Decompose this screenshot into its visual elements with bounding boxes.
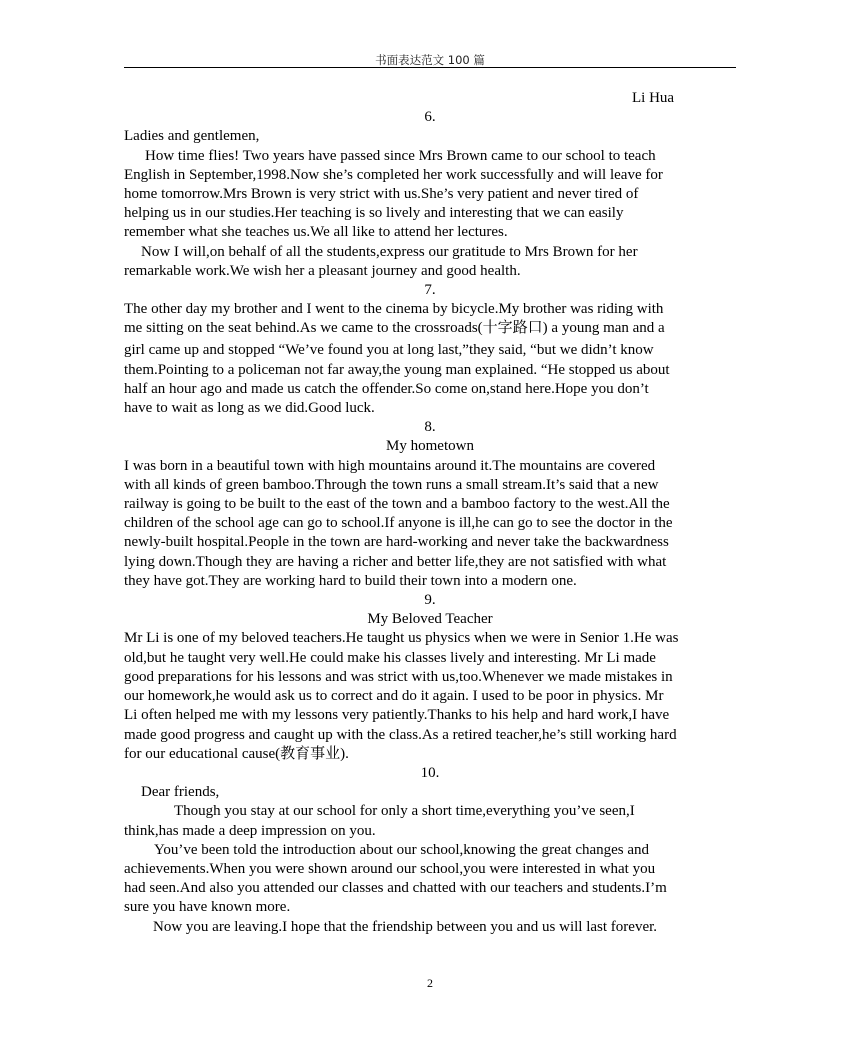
paragraph-line: achievements.When you were shown around our school,you were interested in what you <box>124 860 656 877</box>
paragraph-line: old,but he taught very well.He could make his classes lively and interesting. Mr Li made <box>124 649 656 666</box>
paragraph-line: me sitting on the seat behind.As we came to the crossroads(十字路口) a young man and a <box>124 320 665 337</box>
paragraph-line: Li often helped me with my lessons very patiently.Thanks to his help and hard work,I have <box>124 707 670 724</box>
paragraph-line: girl came up and stopped “We’ve found you at long last,”they said, “but we didn’t know <box>124 341 654 358</box>
paragraph-line: railway is going to be built to the east of the town and a bamboo factory to the west.All the <box>124 496 670 513</box>
paragraph-line: made good progress and caught up with the class.As a retired teacher,he’s still working hard <box>124 726 677 743</box>
paragraph-line: remarkable work.We wish her a pleasant journey and good health. <box>124 262 521 279</box>
paragraph-line: half an hour ago and made us catch the offender.So come on,stand here.Hope you don’t <box>124 380 649 397</box>
paragraph-line: children of the school age can go to school.If anyone is ill,he can go to see the doctor in the <box>124 515 673 532</box>
salutation: Ladies and gentlemen, <box>124 128 260 145</box>
paragraph-line: How time flies! Two years have passed since Mrs Brown came to our school to teach <box>145 147 656 164</box>
section-title: My Beloved Teacher <box>367 611 493 628</box>
paragraph-line: had seen.And also you attended our classes and chatted with our teachers and students.I’m <box>124 880 667 897</box>
paragraph-line: our homework,he would ask us to correct and do it again. I used to be poor in physics. Mr <box>124 688 664 705</box>
paragraph-line: remember what she teaches us.We all like to attend her lectures. <box>124 224 508 241</box>
paragraph-line: with all kinds of green bamboo.Through the town runs a small stream.It’s said that a new <box>124 476 659 493</box>
paragraph-line: they have got.They are working hard to build their town into a modern one. <box>124 572 577 589</box>
paragraph-line: Now you are leaving.I hope that the friendship between you and us will last forever. <box>153 918 658 935</box>
section-number: 10. <box>420 764 440 781</box>
paragraph-line: home tomorrow.Mrs Brown is very strict with us.She’s very patient and never tired of <box>124 186 639 203</box>
section-number: 9. <box>424 592 436 609</box>
section-number: 6. <box>424 109 436 126</box>
section-title: My hometown <box>386 438 474 455</box>
section-number: 7. <box>424 282 436 299</box>
paragraph-line: for our educational cause(教育事业). <box>124 745 349 762</box>
paragraph-line: English in September,1998.Now she’s completed her work successfully and will leave for <box>124 166 663 183</box>
running-header: 书面表达范文 100 篇 <box>375 53 485 67</box>
paragraph-line: Now I will,on behalf of all the students,express our gratitude to Mrs Brown for her <box>141 243 638 260</box>
paragraph-line: them.Pointing to a policeman not far away,the young man explained. “He stopped us about <box>124 361 670 378</box>
paragraph-line: good preparations for his lessons and was strict with us,too.Whenever we made mistakes in <box>124 668 673 685</box>
header-rule <box>124 67 736 68</box>
signature: Li Hua <box>632 90 675 106</box>
paragraph-line: newly-built hospital.People in the town are hard-working and never take the backwardness <box>124 534 669 551</box>
paragraph-line: Mr Li is one of my beloved teachers.He taught us physics when we were in Senior 1.He was <box>124 630 679 647</box>
paragraph-line: sure you have known more. <box>124 899 291 916</box>
paragraph-line: think,has made a deep impression on you. <box>124 822 376 839</box>
paragraph-line: lying down.Though they are having a richer and better life,they are not satisfied with what <box>124 553 667 570</box>
body-text <box>124 89 736 937</box>
paragraph-line: The other day my brother and I went to the cinema by bicycle.My brother was riding with <box>124 301 664 318</box>
paragraph-line: helping us in our studies.Her teaching is so lively and interesting that we can easily <box>124 205 624 222</box>
paragraph-line: You’ve been told the introduction about our school,knowing the great changes and <box>154 841 650 858</box>
paragraph-line: Though you stay at our school for only a short time,everything you’ve seen,I <box>174 803 635 820</box>
page-number: 2 <box>427 976 433 990</box>
paragraph-line: have to wait as long as we did.Good luck. <box>124 400 375 417</box>
salutation: Dear friends, <box>141 784 220 801</box>
paragraph-line: I was born in a beautiful town with high mountains around it.The mountains are covered <box>124 457 656 474</box>
section-number: 8. <box>424 419 436 436</box>
